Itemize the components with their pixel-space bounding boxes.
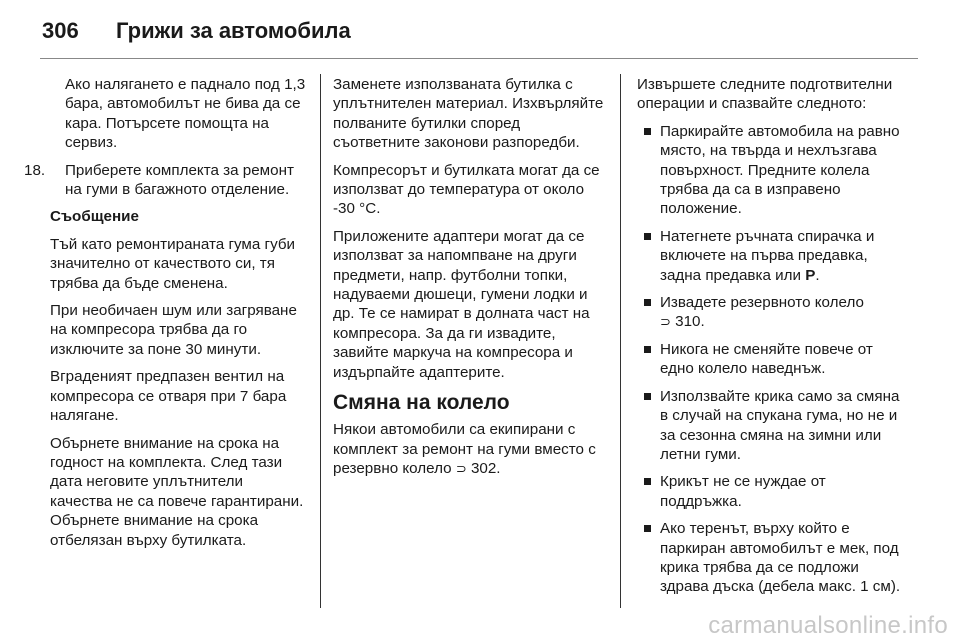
numbered-step-18 [24, 161, 306, 200]
step-number: 18. [24, 161, 46, 179]
watermark: carmanualsonline.info [708, 612, 948, 639]
bullet-item [637, 122, 905, 219]
step-text: Приберете комплекта за ремонт на гуми в багажното отделение. [65, 161, 294, 199]
bullet-item [637, 387, 905, 465]
bullet-item [637, 227, 905, 285]
column-divider-2 [620, 74, 621, 608]
note-paragraph-3: Вграденият предпазен вентил на компресора се отваря при 7 бара налягане. [50, 368, 287, 425]
paragraph-2: Компресорът и бутилката могат да се използват до температура от около -30 °C. [333, 161, 600, 218]
intro-paragraph: Извършете следните подготвителни операции и спазвайте следното: [637, 76, 893, 113]
bullet-text: Ако теренът, върху който е паркиран автомобилът е мек, под крика трябва да се подложи здрава дъска (дебела макс. 1 см). [660, 520, 901, 596]
paragraph-1: Заменете използваната бутилка с уплътнителен материал. Изхвърляйте полваните бутилки според съответните законови разпоредби. [333, 76, 604, 152]
bullet-text: Извадете резервното колело [660, 294, 864, 312]
bullet-text: Крикът не се нуждае от поддръжка. [660, 473, 826, 510]
paragraph-4 [333, 420, 606, 478]
column-left [24, 75, 306, 558]
note-block [42, 207, 306, 550]
bullet-tail: . [815, 266, 820, 284]
bullet-item [637, 472, 905, 511]
header-divider [40, 58, 918, 59]
bullet-item [637, 519, 905, 597]
bullet-text: Използвайте крика само за смяна в случай на спукана гума, но не и за сезонна смяна на зимни или летни гуми. [660, 387, 900, 463]
column-right [637, 75, 905, 605]
continued-paragraph: Ако налягането е паднало под 1,3 бара, автомобилът не бива да се кара. Потърсете помощта на сервиз. [65, 76, 306, 152]
page-number: 306 [42, 18, 79, 43]
page-ref-icon: ⊃ [660, 314, 671, 330]
page-ref-icon: ⊃ [455, 460, 467, 476]
section-heading: Смяна на колело [333, 391, 510, 415]
note-paragraph-2: При необичаен шум или загряване на компресора трябва да го изключите за поне 30 минути. [50, 302, 297, 358]
column-middle [333, 75, 606, 486]
bullet-text: Натегнете ръчната спирачка и включете на първа предавка, задна предавка или [660, 227, 875, 284]
gear-p-label: P [805, 266, 816, 284]
page-ref-link[interactable]: 310. [675, 313, 705, 331]
note-paragraph-4: Обърнете внимание на срока на годност на комплекта. След тази дата неговите уплътнители качества не са повече гарантирани. Обърнете внимание на срока отбелязан върху бутилката. [50, 434, 304, 549]
bullet-text: Паркирайте автомобила на равно място, на твърда и нехлъзгава повърхност. Предните колела трябва да са в изправено положение. [660, 122, 900, 218]
page-title: Грижи за автомобила [116, 18, 351, 43]
note-title: Съобщение [50, 208, 139, 226]
bullet-item [637, 293, 905, 332]
page-ref-link[interactable]: 302. [470, 459, 501, 477]
paragraph-4-text: Някои автомобили са екипирани с комплект за ремонт на гуми вместо с резервно колело [333, 421, 596, 477]
note-paragraph-1: Тъй като ремонтираната гума губи значително от качеството си, тя трябва да бъде сменена. [50, 235, 296, 292]
page-header [0, 0, 960, 60]
bullet-item [637, 340, 905, 379]
bullet-text: Никога не сменяйте повече от едно колело наведнъж. [660, 340, 873, 378]
column-divider-1 [320, 74, 321, 608]
paragraph-3: Приложените адаптери могат да се използват за напомпване на други предмети, напр. футболни топки, надуваеми дюшеци, гумени лодки и др. Те се намират в долната част на компресора. За да ги извадите, завийте маркуча на компресора и издърпайте адаптерите. [333, 227, 590, 381]
